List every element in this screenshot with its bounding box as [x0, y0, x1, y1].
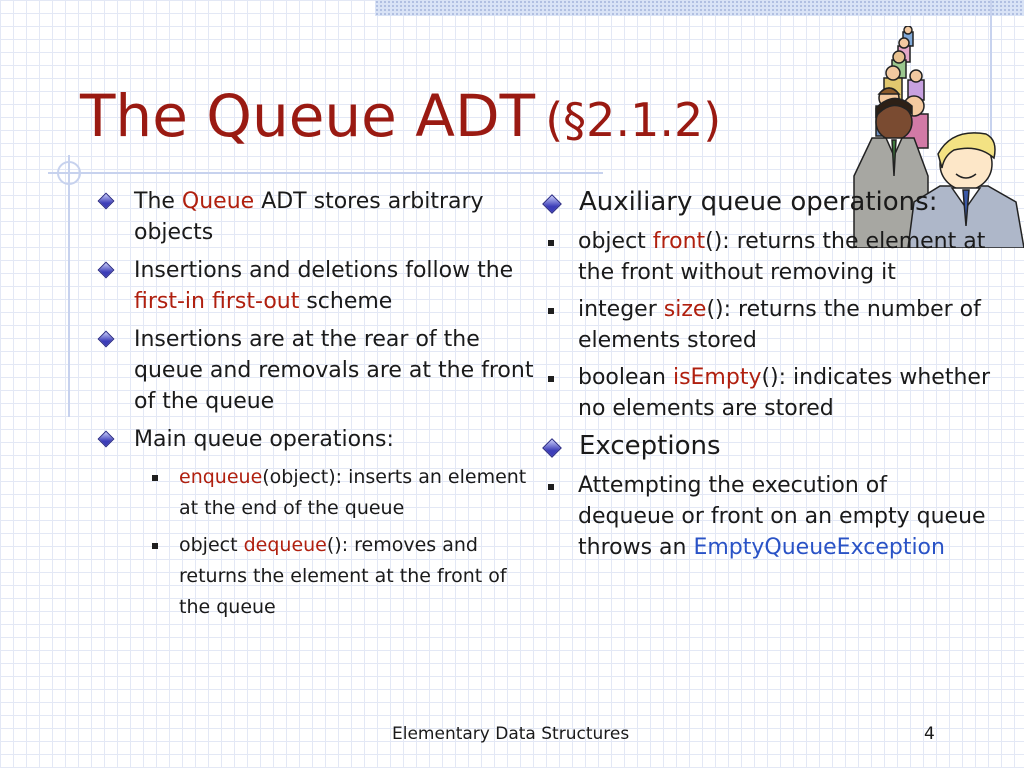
square-bullet-icon: [152, 543, 158, 549]
op-text: object: [179, 534, 244, 556]
decor-horizontal-line: [48, 172, 603, 174]
bullet-text: Insertions and deletions follow the: [134, 258, 514, 283]
op-enqueue: [146, 462, 540, 524]
bullet-main-ops: [100, 424, 540, 455]
op-text: (): removes and returns the element at the front of the queue: [179, 534, 507, 618]
bullet-exceptions: [545, 430, 990, 463]
bullet-rear-front: [100, 324, 540, 417]
square-bullet-icon: [548, 484, 554, 490]
bullet-text: Exceptions: [579, 431, 721, 461]
op-text: (): returns the number of elements stored: [578, 297, 981, 353]
op-text: (): indicates whether no elements are stored: [578, 365, 990, 421]
slide-title-section: (§2.1.2): [545, 93, 722, 147]
highlight-front: front: [652, 229, 706, 254]
bullet-text: Insertions are at the rear of the queue and removals are at the front of the queue: [134, 327, 534, 414]
square-bullet-icon: [548, 376, 554, 382]
aux-size: [500, 294, 990, 356]
op-text: boolean: [578, 365, 673, 390]
header-decor-band: [375, 0, 1024, 16]
op-text: Attempting the execution of dequeue or front on an empty queue throws an: [578, 473, 986, 560]
bullet-text: Main queue operations:: [134, 427, 394, 452]
right-column: [545, 186, 990, 569]
op-text: (object): inserts an element at the end of the queue: [179, 466, 527, 519]
highlight-enqueue: enqueue: [179, 466, 263, 488]
aux-front: [500, 226, 990, 288]
slide-title: [80, 82, 721, 150]
slide-title-main: The Queue ADT: [80, 82, 536, 150]
diamond-bullet-icon: [98, 331, 115, 348]
highlight-size: size: [663, 297, 707, 322]
diamond-bullet-icon: [98, 431, 115, 448]
diamond-bullet-icon: [98, 262, 115, 279]
page-number: 4: [924, 724, 935, 744]
highlight-dequeue: dequeue: [243, 534, 327, 556]
diamond-bullet-icon: [98, 193, 115, 210]
op-text: (): returns the element at the front without removing it: [578, 229, 986, 285]
bullet-text: ADT stores arbitrary objects: [134, 189, 484, 245]
bullet-text: scheme: [299, 289, 393, 314]
main-ops-list: [146, 462, 540, 623]
square-bullet-icon: [548, 240, 554, 246]
diamond-bullet-icon: [542, 438, 562, 458]
highlight-fifo: first-in first-out: [134, 289, 300, 314]
decor-vertical-line-left: [68, 155, 70, 417]
highlight-queue: Queue: [181, 189, 255, 214]
exception-detail: [500, 470, 990, 563]
op-dequeue: [146, 530, 540, 623]
left-column: [100, 186, 540, 629]
bullet-text: The: [134, 189, 182, 214]
bullet-fifo: [100, 255, 540, 317]
footer-title: Elementary Data Structures: [392, 724, 630, 744]
bullet-queue-stores: [100, 186, 540, 248]
highlight-isempty: isEmpty: [672, 365, 762, 390]
aux-isempty: [500, 362, 990, 424]
decor-ring: [57, 161, 81, 185]
op-text: integer: [578, 297, 664, 322]
square-bullet-icon: [152, 475, 158, 481]
square-bullet-icon: [548, 308, 554, 314]
diamond-bullet-icon: [542, 194, 562, 214]
bullet-text: Auxiliary queue operations:: [579, 187, 938, 217]
bullet-auxiliary-ops: [545, 186, 990, 219]
highlight-exception-name: EmptyQueueException: [693, 535, 945, 560]
op-text: object: [578, 229, 653, 254]
